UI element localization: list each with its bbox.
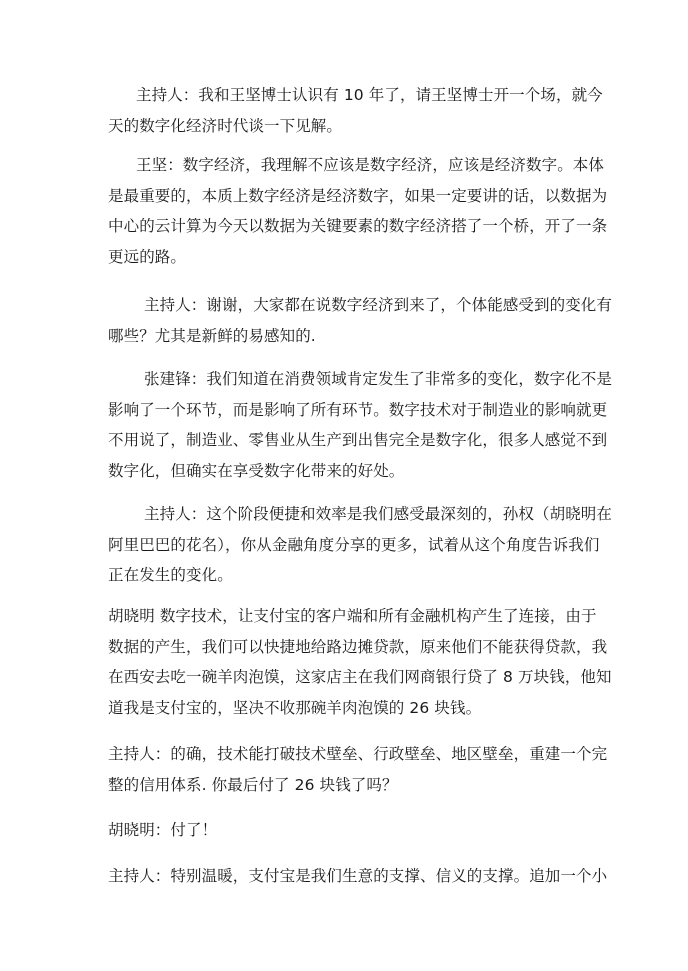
paragraph-host-closing: 主持人：特别温暖，支付宝是我们生意的支撑、信义的支撑。追加一个小 <box>108 867 608 885</box>
paragraph-zhang-jianfeng: 张建锋：我们知道在消费领域肯定发生了非常多的变化，数字化不是影响了一个环节，而是影响了所有环节。数字技术对于制造业的影响就更不用说了，制造业、零售业从生产到出售完全是数字化，很多人感觉不到数字化，但确实在享受数字化带来的好处。 <box>108 370 613 480</box>
paragraph-host-intro: 主持人：我和王坚博士认识有 10 年了，请王坚博士开一个场，就今天的数字化经济时代谈一下见解。 <box>108 86 603 135</box>
paragraph-hu-xiaoming: 胡晓明 数字技术，让支付宝的客户端和所有金融机构产生了连接，由于数据的产生，我们可以快捷地给路边摊贷款，原来他们不能获得贷款，我在西安去吃一碗羊肉泡馍，这家店主在我们网商银行贷了 8 万块钱，他知道我是支付宝的，坚决不收那碗羊肉泡馍的 26 块钱。 <box>108 607 612 717</box>
paragraph-wang-jian: 王坚：数字经济，我理解不应该是数字经济，应该是经济数字。本体是最重要的，本质上数字经济是经济数字，如果一定要讲的话，以数据为中心的云计算为今天以数据为关键要素的数字经济搭了一个桥，开了一条更远的路。 <box>108 156 608 266</box>
paragraph-host-trust: 主持人：的确，技术能打破技术壁垒、行政壁垒、地区壁垒，重建一个完整的信用体系. 你最后付了 26 块钱了吗？ <box>108 745 608 794</box>
paragraph-hu-paid: 胡晓明：付了！ <box>108 821 218 839</box>
paragraph-host-finance: 主持人：这个阶段便捷和效率是我们感受最深刻的，孙权（胡晓明在阿里巴巴的花名），你从金融角度分享的更多，试着从这个角度告诉我们正在发生的变化。 <box>108 505 613 584</box>
paragraph-host-question: 主持人：谢谢，大家都在说数字经济到来了，个体能感受到的变化有哪些？尤其是新鲜的易感知的. <box>108 296 613 345</box>
